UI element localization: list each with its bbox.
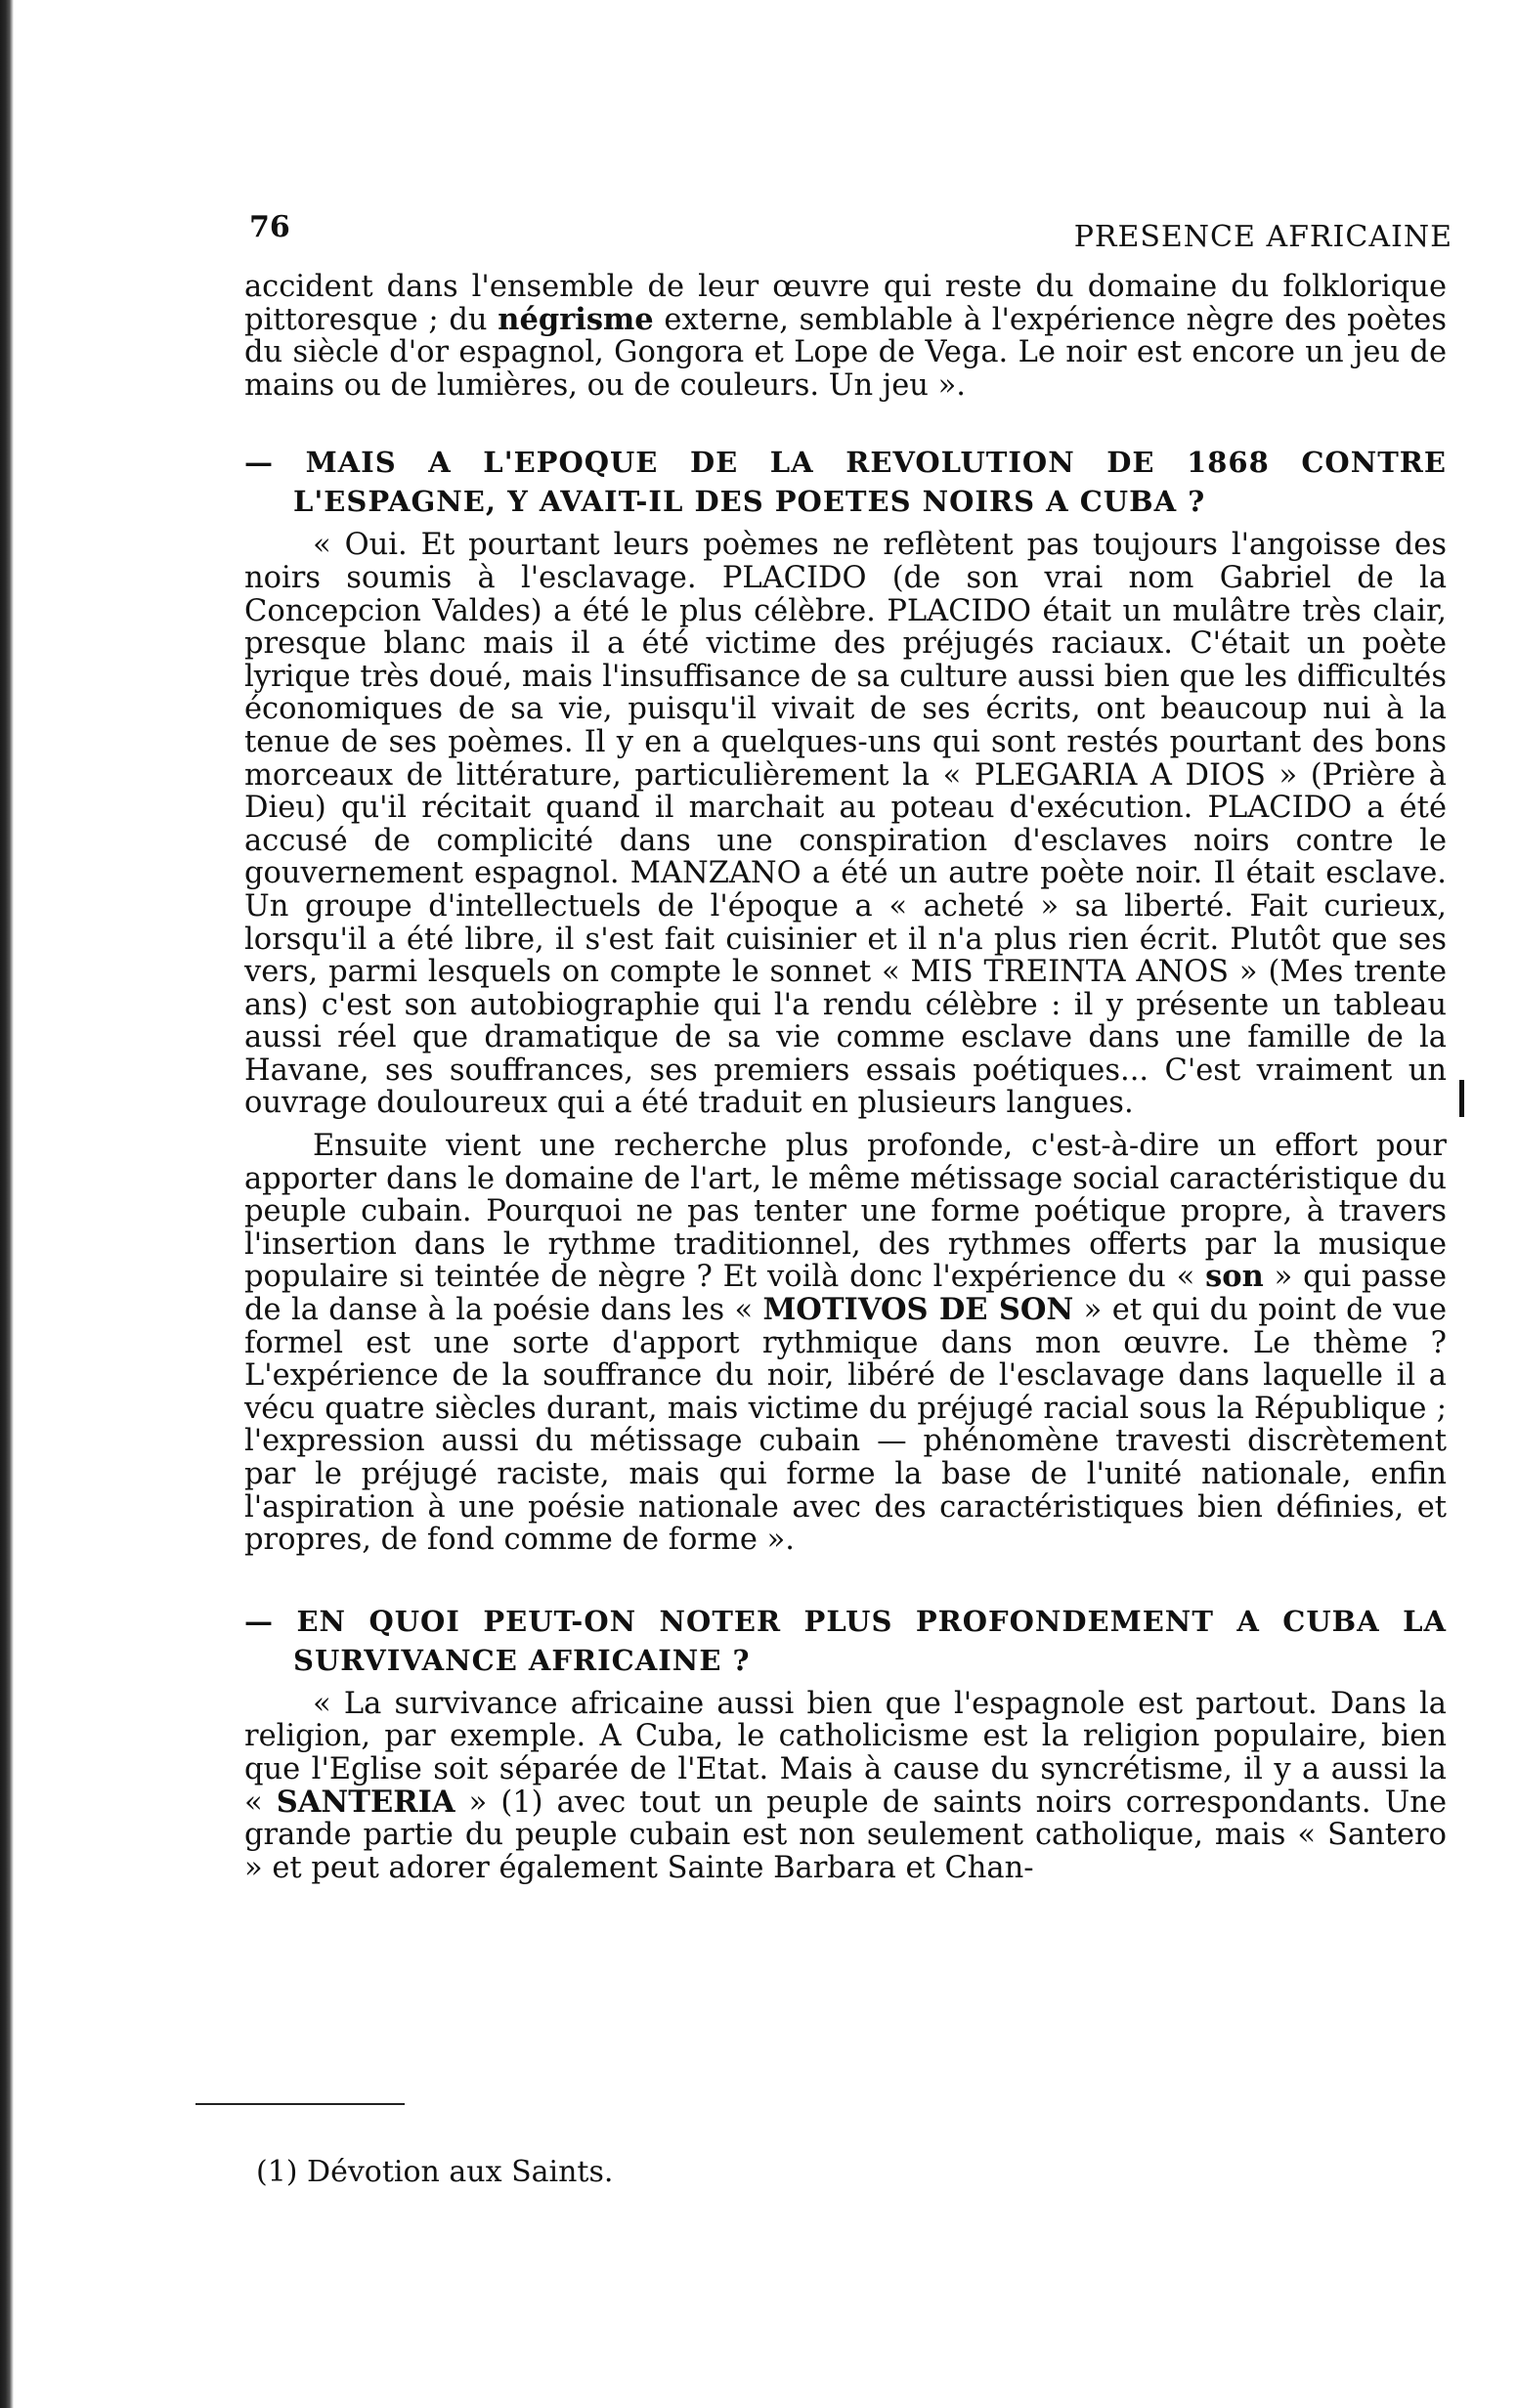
text-run: » qui passe de la danse à la poésie dans les « [244, 1260, 1448, 1328]
text-run: Ensuite vient une recherche plus profonde, c'est-à-dire un effort pour apporter dans le domaine de l'art, le même métissage social caractéristique du peuple cubain. Pourquoi ne pas tenter une forme poétique propre, à travers l'insertion dans le rythme traditionnel, des rythmes offerts par la musique populaire si teintée de nègre ? Et voilà donc l'expérience du « [244, 1129, 1447, 1295]
interview-question-1: — MAIS A L'EPOQUE DE LA REVOLUTION DE 1868 CONTRE L'ESPAGNE, Y AVAIT-IL DES POETES NOIRS A CUBA ? [244, 446, 1447, 519]
text-run: accident dans l'ensemble de leur œuvre qui reste du domaine du folklorique pittoresque ; du [244, 270, 1447, 337]
answer-paragraph-3 [244, 1688, 1447, 1885]
margin-mark [1459, 1080, 1464, 1117]
scan-edge [0, 0, 14, 2408]
bold-term-son: son [1205, 1259, 1264, 1295]
interview-question-2: — EN QUOI PEUT-ON NOTER PLUS PROFONDEMENT A CUBA LA SURVIVANCE AFRICAINE ? [244, 1604, 1447, 1677]
bold-term-negrisme: négrisme [498, 301, 654, 337]
text-run: » et qui du point de vue formel est une sorte d'apport rythmique dans mon œuvre. Le thème ? L'expérience de la souffrance du noir, libéré de l'esclavage dans laquelle il a vécu quatre siècles durant, mais victime du préjugé racial sous la République ; l'expression aussi du métissage cubain — phénomène travesti discrètement par le préjugé raciste, mais qui forme la base de l'unité nationale, enfin l'aspiration à une poésie nationale avec des caractéristiques bien définies, et propres, de fond comme de forme ». [244, 1293, 1447, 1558]
footnote-rule [195, 2103, 405, 2105]
running-head [244, 210, 1452, 254]
bold-term-santeria: SANTERIA [276, 1784, 455, 1820]
page-number: 76 [249, 210, 290, 244]
answer-paragraph-2 [244, 1130, 1447, 1557]
bold-title-motivos-de-son: MOTIVOS DE SON [762, 1292, 1074, 1328]
text-run: « La survivance africaine aussi bien que l'espagnole est partout. Dans la religion, par exemple. A Cuba, le catholicisme est la religion populaire, bien que l'Eglise soit séparée de l'Etat. Mais à cause du syncrétisme, il y a aussi la « [244, 1686, 1447, 1820]
footnote: (1) Dévotion aux Saints. [256, 2155, 614, 2189]
answer-paragraph-1: « Oui. Et pourtant leurs poèmes ne reflètent pas toujours l'angoisse des noirs soumis à l'esclavage. PLACIDO (de son vrai nom Gabriel de la Concepcion Valdes) a été le plus célèbre. PLACIDO était un mulâtre très clair, presque blanc mais il a été victime des préjugés raciaux. C'était un poète lyrique très doué, mais l'insuffisance de sa culture aussi bien que les difficultés économiques de sa vie, puisqu'il vivait de ses écrits, ont beaucoup nui à la tenue de ses poèmes. Il y en a quelques-uns qui sont restés pourtant des bons morceaux de littérature, particulièrement la « PLEGARIA A DIOS » (Prière à Dieu) qu'il récitait quand il marchait au poteau d'exécution. PLACIDO a été accusé de complicité dans une conspiration d'esclaves noirs contre le gouvernement espagnol. MANZANO a été un autre poète noir. Il était esclave. Un groupe d'intellectuels de l'époque a « acheté » sa liberté. Fait curieux, lorsqu'il a été libre, il s'est fait cuisinier et il n'a plus rien écrit. Plutôt que ses vers, parmi lesquels on compte le sonnet « MIS TREINTA ANOS » (Mes trente ans) c'est son autobiographie qui l'a rendu célèbre : il y présente un tableau aussi réel que dramatique de sa vie comme esclave dans une famille de la Havane, ses souffrances, ses premiers essais poétiques... C'est vraiment un ouvrage douloureux qui a été traduit en plusieurs langues. [244, 528, 1447, 1121]
text-run: externe, semblable à l'expérience nègre des poètes du siècle d'or espagnol, Gongora et Lope de Vega. Le noir est encore un jeu de mains ou de lumières, ou de couleurs. Un jeu ». [244, 302, 1447, 403]
journal-title: PRESENCE AFRICAINE [1073, 220, 1452, 254]
text-run: » (1) avec tout un peuple de saints noirs correspondants. Une grande partie du peuple cubain est non seulement catholique, mais « Santero » et peut adorer également Sainte Barbara et Chan- [244, 1784, 1447, 1885]
page [244, 210, 1452, 1885]
paragraph-continuation [244, 271, 1447, 402]
